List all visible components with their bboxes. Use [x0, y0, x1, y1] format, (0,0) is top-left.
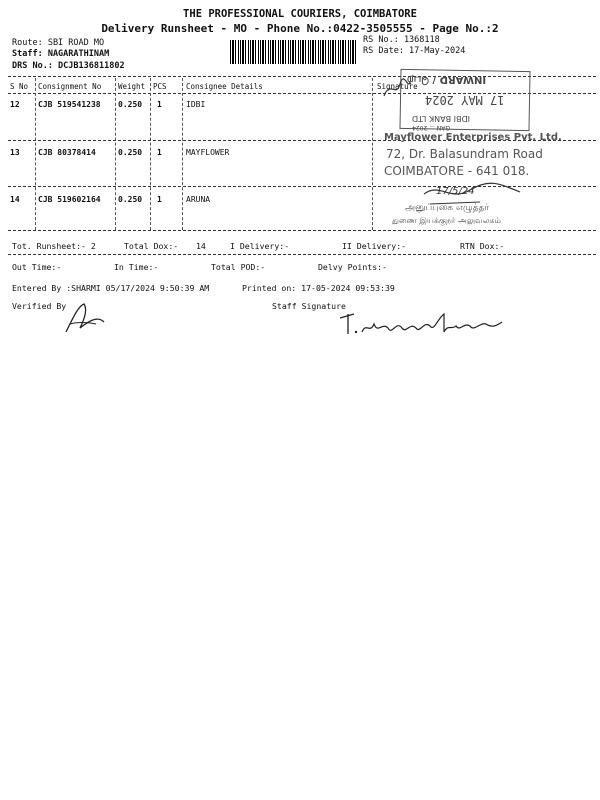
- verifier-signature: [62, 300, 108, 336]
- total-pod: Total POD:-: [211, 262, 266, 272]
- barcode: [230, 40, 358, 64]
- rtn-dox: RTN Dox:-: [460, 241, 505, 251]
- signed-date: 17/5/24: [436, 186, 475, 197]
- ii-delivery: II Delivery:-: [342, 241, 407, 251]
- printed-on: Printed on: 17-05-2024 09:53:39: [242, 283, 395, 293]
- tamil-stamp-line1: அனுப்புகை எழுத்தர்: [405, 203, 490, 213]
- col-pcs: PCS: [153, 82, 167, 91]
- col-consignment: Consignment No: [38, 82, 102, 91]
- col-divider: [150, 78, 151, 230]
- idbi-stamp-line2: GAN ... 2024: [412, 124, 451, 131]
- tot-runsheet: Tot. Runsheet:- 2: [12, 241, 96, 251]
- table-row-consignee: MAYFLOWER: [186, 148, 230, 157]
- staff-signature: [336, 304, 506, 340]
- verified-by-label: Verified By: [12, 301, 67, 311]
- inward-stamp-date: 17 MAY 2024: [425, 93, 505, 107]
- rs-date: RS Date: 17-May-2024: [363, 46, 466, 56]
- table-row-sno: 14: [10, 195, 20, 204]
- entered-by: Entered By :SHARMI 05/17/2024 9:50:39 AM: [12, 283, 210, 293]
- signature-scribble: [420, 180, 530, 220]
- rs-number: RS No.: 1368118: [363, 35, 440, 45]
- col-divider: [372, 78, 373, 230]
- col-signature: Signature: [377, 82, 418, 91]
- mayflower-stamp-addr1: 72, Dr. Balasundram Road: [386, 147, 543, 161]
- route-label: Route: SBI ROAD MO: [12, 38, 105, 48]
- table-row-pcs: 1: [157, 148, 162, 157]
- table-row-consignee: ARUNA: [186, 195, 211, 204]
- col-sno: S No: [10, 82, 29, 91]
- mayflower-stamp-name: Mayflower Enterprises Pvt. Ltd.: [384, 132, 562, 143]
- table-row-consignment: CJB 519541238: [38, 100, 101, 109]
- table-bottom-rule: [8, 230, 596, 231]
- tamil-stamp-line2: துணை இயக்குநர் அலுவலகம்: [392, 216, 501, 225]
- out-time: Out Time:-: [12, 262, 62, 272]
- col-consignee: Consignee Details: [186, 82, 263, 91]
- delvy-points: Delvy Points:-: [318, 262, 388, 272]
- staff-label: Staff: NAGARATHINAM: [12, 49, 110, 59]
- idbi-stamp-line1: IDBI BANK LTD: [412, 114, 471, 123]
- table-row-sno: 13: [10, 148, 20, 157]
- col-weight: Weight: [118, 82, 146, 91]
- runsheet-title: Delivery Runsheet - MO - Phone No.:0422-3505555 - Page No.:2: [101, 22, 499, 35]
- table-row-consignee: IDBI: [186, 100, 206, 109]
- table-row-consignment: CJB 519602164: [38, 195, 101, 204]
- table-row-sno: 12: [10, 100, 20, 109]
- staff-signature-label: Staff Signature: [272, 301, 346, 311]
- drs-number: DRS No.: DCJB136811802: [12, 61, 125, 71]
- table-row-pcs: 1: [157, 195, 162, 204]
- table-row-pcs: 1: [157, 100, 162, 109]
- mayflower-stamp-addr2: COIMBATORE - 641 018.: [384, 164, 530, 178]
- totals-rule: [8, 254, 596, 255]
- total-dox-value: 14: [196, 241, 206, 251]
- table-row-weight: 0.250: [118, 100, 143, 109]
- col-divider: [35, 78, 36, 230]
- i-delivery: I Delivery:-: [230, 241, 290, 251]
- col-divider: [115, 78, 116, 230]
- signature-scribble: [382, 78, 412, 100]
- table-row-consignment: CJB 80378414: [38, 148, 96, 157]
- company-title: THE PROFESSIONAL COURIERS, COIMBATORE: [183, 8, 417, 20]
- in-time: In Time:-: [114, 262, 159, 272]
- table-row-weight: 0.250: [118, 148, 143, 157]
- table-row-weight: 0.250: [118, 195, 143, 204]
- inward-stamp-title: INWARD / பெற்: [407, 74, 487, 85]
- col-divider: [182, 78, 183, 230]
- total-dox-label: Total Dox:-: [124, 241, 179, 251]
